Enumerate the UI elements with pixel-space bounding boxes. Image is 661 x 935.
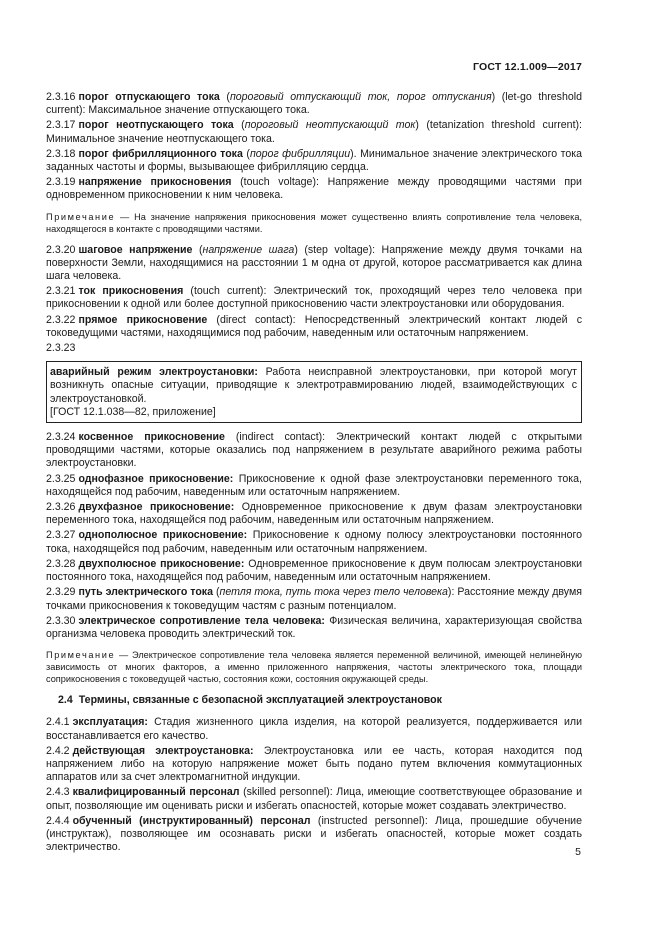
term-name: действующая электроустановка: <box>72 744 254 757</box>
term-entry <box>46 285 582 311</box>
term-number: 2.3.24 <box>46 431 76 444</box>
term-number: 2.3.28 <box>46 557 76 570</box>
term-definition: (direct contact): Непосредственный электрический контакт людей с токоведущими частями, находящимися под рабочим, наведенным или остаточным напряжением. <box>46 313 582 339</box>
term-definition: Одновременное прикосновение к двум полюсам электроустановки постоянного тока, находящейся под рабочим, наведенным или остаточным напряжением. <box>46 557 582 584</box>
term-name: порог фибрилляционного тока <box>78 147 243 160</box>
term-definition: (петля тока, путь тока через тело человека): Расстояние между двумя точками прикосновения к токоведущим частям с разным потенциалом. <box>46 586 582 612</box>
term-entry <box>46 314 582 340</box>
term-definition: (touch voltage): Напряжение между проводящими частями при одновременном прикосновении к ним человека. <box>46 176 582 202</box>
term-entry <box>46 342 582 355</box>
term-entry <box>46 815 582 855</box>
boxed-term-paragraph <box>50 366 577 406</box>
term-definition: (touch current): Электрический ток, проходящий через тело человека при прикосновении к одной или более доступной прикосновению части электроустановки или оборудования. <box>46 285 582 311</box>
term-name: обученный (инструктированный) персонал <box>72 814 311 827</box>
term-number: 2.3.19 <box>46 176 76 189</box>
section-title: Термины, связанные с безопасной эксплуатацией электроустановок <box>78 694 442 707</box>
term-entry <box>46 244 582 284</box>
term-number: 2.3.23 <box>46 342 76 355</box>
term-definition: (skilled personnel): Лица, имеющие соответствующее образование и опыт, позволяющие им оценивать риски и избегать опасностей, которые может создавать электричество. <box>46 786 582 812</box>
term-name: шаговое напряжение <box>78 243 193 256</box>
section-number: 2.4 <box>58 694 73 707</box>
terms-group-a <box>46 91 582 203</box>
document-header: ГОСТ 12.1.009—2017 <box>473 61 582 73</box>
term-number: 2.3.30 <box>46 614 76 627</box>
term-definition: (напряжение шага) (step voltage): Напряжение между двумя точками на поверхности Земли, находящимися на расстоянии 1 м одна от другой, которое рассматривается как длина шага человека. <box>46 243 582 283</box>
note-label: Примечание <box>46 211 116 222</box>
term-entry <box>46 745 582 785</box>
term-number: 2.4.2 <box>46 744 70 757</box>
term-entry <box>46 615 582 641</box>
page-body <box>46 91 582 856</box>
term-entry <box>46 786 582 812</box>
terms-group-b <box>46 244 582 356</box>
term-name: электрическое сопротивление тела человека: <box>78 614 325 627</box>
term-entry <box>46 176 582 202</box>
term-entry <box>46 586 582 612</box>
note-2 <box>46 649 582 685</box>
term-name: двухполюсное прикосновение: <box>78 557 245 570</box>
term-entry <box>46 501 582 527</box>
term-entry <box>46 473 582 499</box>
boxed-definition <box>46 361 582 423</box>
term-name: порог отпускающего тока <box>78 91 220 103</box>
boxed-term: аварийный режим электроустановки: <box>50 366 258 379</box>
term-definition: Одновременное прикосновение к двум фазам электроустановки переменного тока, находящейся под рабочим, наведенным или остаточным напряжением. <box>46 501 582 527</box>
term-definition: Электроустановка или ее часть, которая находится под напряжением либо на которую напряжение может быть подано путем включения коммутационных аппаратов или за счет электромагнитной индукции. <box>46 744 583 784</box>
note-1 <box>46 211 582 235</box>
term-number: 2.4.3 <box>46 786 70 799</box>
term-entry <box>46 558 582 584</box>
term-name: эксплуатация: <box>72 716 148 729</box>
section-heading <box>58 694 582 707</box>
term-definition: Прикосновение к одному полюсу электроустановки постоянного тока, находящейся под рабочим, наведенным или остаточным напряжением. <box>46 529 582 555</box>
term-entry <box>46 431 582 471</box>
term-number: 2.3.18 <box>46 147 76 160</box>
page-number: 5 <box>575 846 581 858</box>
term-definition: (порог фибрилляции). Минимальное значение электрического тока заданных частоты и формы, вызывающее фибрилляцию сердца. <box>46 147 582 174</box>
term-definition: Физическая величина, характеризующая свойства организма человека проводить электрический ток. <box>46 614 582 640</box>
term-entry <box>46 529 582 555</box>
term-definition: (instructed personnel): Лица, прошедшие обучение (инструктаж), позволяющее им осознавать риски и избегать опасностей, которые может создать электричество. <box>46 814 582 854</box>
boxed-reference: [ГОСТ 12.1.038—82, приложение] <box>50 405 216 418</box>
term-name: путь электрического тока <box>78 586 213 599</box>
term-name: прямое прикосновение <box>78 313 208 326</box>
term-definition: Прикосновение к одной фазе электроустановки переменного тока, находящейся под рабочим, наведенным или остаточным напряжением. <box>46 472 582 498</box>
boxed-text: Работа неисправной электроустановки, при которой могут возникнуть опасные ситуации, приводящие к электротравмированию людей, взаимодействующих с электроустановкой. <box>50 366 578 405</box>
term-entry <box>46 91 582 117</box>
term-number: 2.3.22 <box>46 313 76 326</box>
term-number: 2.4.1 <box>46 716 70 729</box>
term-name: косвенное прикосновение <box>78 431 225 444</box>
term-entry <box>46 716 582 742</box>
term-name: двухфазное прикосновение: <box>78 501 235 514</box>
term-entry <box>46 119 582 145</box>
term-definition: (пороговый отпускающий ток, порог отпускания) (let-go threshold current): Максимальное значение отпускающего тока. <box>46 91 582 117</box>
term-definition: Стадия жизненного цикла изделия, на которой реализуется, поддерживается или восстанавливается его качество. <box>46 716 582 742</box>
term-number: 2.3.29 <box>46 586 76 599</box>
term-name: однополюсное прикосновение: <box>78 529 248 542</box>
term-name: напряжение прикосновения <box>78 176 232 189</box>
term-name: однофазное прикосновение: <box>78 472 234 485</box>
term-name: порог неотпускающего тока <box>78 119 234 132</box>
term-number: 2.3.20 <box>46 243 76 256</box>
term-number: 2.3.16 <box>46 91 76 103</box>
term-entry <box>46 148 582 174</box>
term-name: квалифицированный персонал <box>72 786 240 799</box>
term-number: 2.3.17 <box>46 119 76 132</box>
term-number: 2.3.26 <box>46 501 76 514</box>
terms-group-c <box>46 431 582 641</box>
term-number: 2.3.25 <box>46 472 76 485</box>
term-definition: (пороговый неотпускающий ток) (tetanization threshold current): Минимальное значение неотпускающего тока. <box>46 119 582 145</box>
note-text: — Электрическое сопротивление тела человека является переменной величиной, имеющей нелинейную зависимость от многих факторов, а именно приложенного напряжения, частоты электрического тока, площади соприкосновения с токоведущей частью, состояния кожи, состояния окружающей среды. <box>46 650 582 685</box>
term-definition: (indirect contact): Электрический контакт людей с открытыми проводящими частями, которые оказались под напряжением в результате аварийного режима работы электроустановки. <box>46 431 582 470</box>
term-name: ток прикосновения <box>78 285 184 298</box>
note-text: — На значение напряжения прикосновения может существенно влиять сопротивление тела человека, находящегося в контакте с проводящими частями. <box>46 211 582 234</box>
note-label: Примечание <box>46 650 116 661</box>
term-number: 2.3.21 <box>46 285 76 298</box>
terms-group-d <box>46 716 582 854</box>
term-number: 2.3.27 <box>46 529 76 542</box>
term-number: 2.4.4 <box>46 814 70 827</box>
